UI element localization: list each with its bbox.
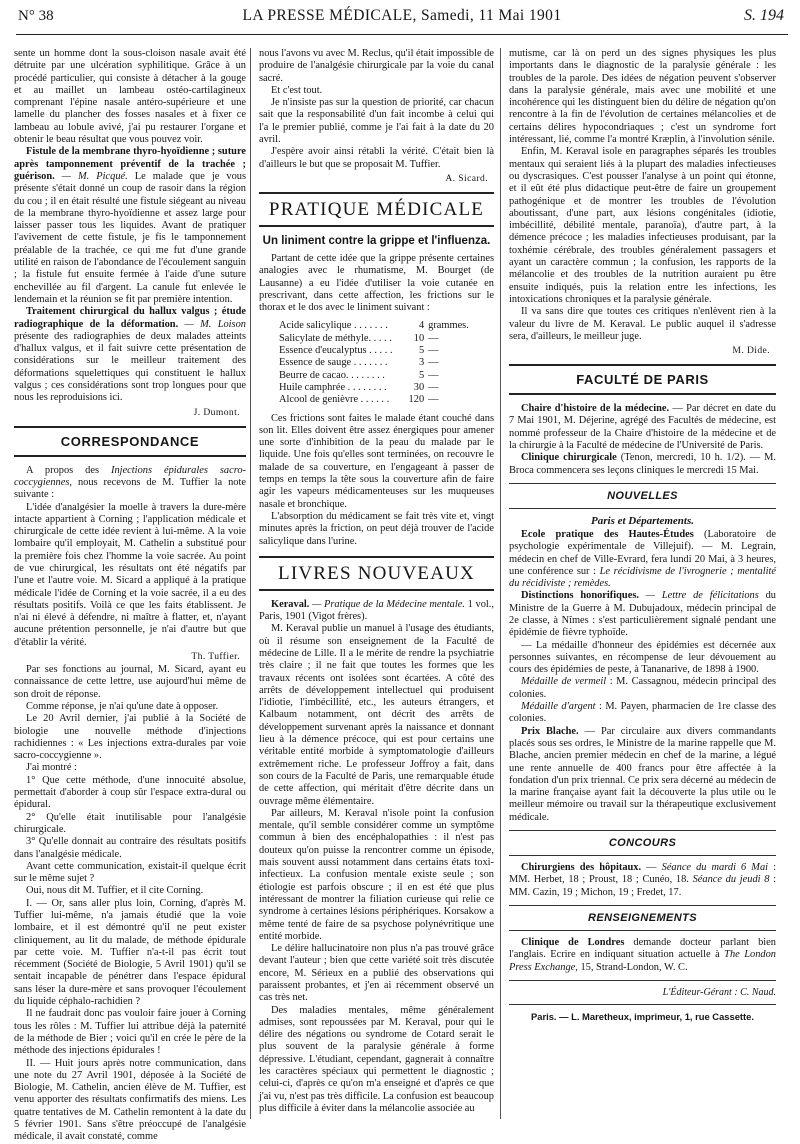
divider <box>509 980 776 981</box>
section-header-pratique-medicale <box>259 192 494 227</box>
book-ref: 1 vol., Paris, 1901 (Vigot frères). <box>259 598 494 623</box>
paragraph: 1° Que cette méthode, d'une innocuité absolue, permettait d'aborder à coup sûr l'espace extra-dural ou épidural. <box>14 774 246 811</box>
section-title: PRATIQUE MÉDICALE <box>268 198 485 220</box>
signature: Th. Tuffier. <box>191 651 240 663</box>
paragraph: Partant de cette idée que la grippe présente certaines analogies avec le rhumatisme, M. Bourget (de Lausanne) a eu l'idée d'utiliser la voie cutanée en prescrivant, dans cette affection, les frictions sur le thorax et le dos avec le liniment suivant : <box>259 252 494 314</box>
body-text: (Tenon, mercredi, 10 h. 1/2). — M. Broca commencera ses leçons cliniques le mercredi 15 Mai. <box>509 452 776 476</box>
recipe-table <box>277 320 471 406</box>
ingredient-unit: — <box>428 332 439 344</box>
paragraph: sente un homme dont la sous-cloison nasale avait été détruite par une ulcération syphilitique. Grâce à un procédé particulier, qui consiste à détacher à la gouge et au maillet un lambeau ostéo-cartilagineux comprenant l'épine nasale antéro-supérieure et une lamelle du plancher des fosses nasales et à fixer ce lambeau au lobule avivé, j'ai pu restaurer l'organe et obtenir le beau résultat que vous pouvez voir. <box>14 48 246 146</box>
paragraph <box>14 146 246 306</box>
section-title: CONCOURS <box>608 837 677 850</box>
ingredient-quantity: 10 <box>413 332 425 344</box>
paragraph: I. — Or, sans aller plus loin, Corning, d'après M. Tuffier lui-même, n'a jamais étudié que la voie lombaire, et il est démontré qu'il ne peut exister cliniquement, au lit du malade, de méthode épidurale par cette voie. M. Tuffier n'a-t-il pas écrit tout récemment (Société de Biologie, 5 Avril 1901) qu'il se sentait incapable de pénétrer dans l'espace épidural sans léser la dure-mère et sans provoquer l'écoulement du liquide céphalo-rachidien ? <box>14 897 246 1008</box>
paragraph: J'ai montré : <box>26 762 77 774</box>
body-text: : M. Cassagnou, médecin principal des colonies. <box>509 676 776 700</box>
body-text: — Par décret en date du 7 Mai 1901, M. Déjerine, agrégé des Facultés de médecine, est nommé professeur de la Chaire d'histoire de la médecine et de la chirurgie à la Faculté de médecine de l'Université de Paris. <box>509 403 776 452</box>
paragraph: Par ailleurs, M. Keraval n'isole point la confusion mentale, qu'il semble considérer comme un symptôme commun à bien des encéphalopathies : il n'est pas douteux qu'on puisse la rencontrer comme un épisode, mais souvent aussi notamment dans certains états toxi-infectieux. La confusion mentale existe seule ; son étiologie est parfois obscure ; il en est été que plus intéressant de montrer la filiation curieuse qui relie ce syndrome à certaines lésions périphériques. Korsakow a même tenté de faire de sa psychose polynévritique une entité morbide. <box>259 807 494 942</box>
article-title: Traitement chirurgical du hallux valgus ; étude radiographique de la déformation. <box>14 306 246 330</box>
book-author: Keraval. <box>271 598 310 610</box>
paragraph: Avant cette communication, existait-il quelque écrit sur le même sujet ? <box>14 860 246 885</box>
paragraph <box>509 403 776 452</box>
ingredient-name: Essence de sauge . . . . . . . <box>279 357 388 369</box>
ingredient-unit: grammes. <box>428 320 469 332</box>
ingredient-unit: — <box>428 381 439 393</box>
paragraph: II. — Huit jours après notre communication, dans une note du 27 Avril 1901, déposée à la Société de Biologie, M. Cathelin, ancien élève de M. Tuffier, est venu apporter des résultats confirmatifs des miens. Les quatre tentatives de M. Cathelin remontent à la date du 5 février 1901. Sans s'être préoccupé de l'analgésie médicale, il avait constaté, comme <box>14 1057 246 1143</box>
ingredient-unit: — <box>428 394 439 406</box>
ingredient-quantity: 120 <box>408 394 425 406</box>
recipe-row <box>277 394 471 406</box>
item-title: Distinctions honorifiques. <box>521 590 639 602</box>
section-header-livres-nouveaux <box>259 556 494 591</box>
ingredient-name: Essence d'eucalyptus . . . . . <box>279 345 393 357</box>
ingredient-name: Salicylate de méthyle. . . . . <box>279 332 392 344</box>
paragraph <box>14 465 246 502</box>
divider <box>509 483 776 484</box>
paragraph: L'idée d'analgésier la moelle à travers la dure-mère intacte appartient à Corning ; l'application médicale et chirurgicale de cette idée revient à lui-même. A la voie lombaire qu'il employait, M. Cathelin a substitué pour la première fois chez l'homme la voie sacrée. Au point de vue chirurgical, les résultats ont été négatifs par l'une et l'autre voie. M. Sicard a appliqué à la pratique médicale l'idée de Corning et la voie sacrée, il a eu des résultats positifs. Voilà ce que les faits établissent. Je n'ai ni élevé à défendre, ni maître à flatter, et, n'ayant aucune prétention personnelle, je n'ai d'autre but que d'établir la vérité. <box>14 501 246 648</box>
section-title: LIVRES NOUVEAUX <box>278 562 475 584</box>
paragraph: mutisme, car là on perd un des signes physiques les plus importants dans le diagnostic de la paralysie générale : les troubles de la parole. Des idées de négation peuvent s'observer dans la paralysie générale, mais avec une mobilité et une incohérence qui les distinguent bien du délire de négation qu'on rencontre à la fin de l'évolution de certaines mélancolies et de certains délires hypocondriaques ; c'est un syndrome fort intéressant, lié, comme l'a montré Kræplin, à l'involution sénile. <box>509 48 776 146</box>
ingredient-unit: — <box>428 357 439 369</box>
section-title: NOUVELLES <box>607 489 678 502</box>
divider <box>509 830 776 831</box>
book-title: — Pratique de la Médecine mentale. <box>309 598 465 610</box>
issue-number: N° 38 <box>18 8 54 24</box>
italic-text: Séance du jeudi 8 <box>692 874 770 886</box>
body-text: — <box>641 862 662 874</box>
item-title: Ecole pratique des Hautes-Études <box>521 528 694 540</box>
ingredient-quantity: 3 <box>418 357 425 369</box>
ingredient-name: Huile camphrée . . . . . . . . <box>279 381 387 393</box>
topic-italic: Injections épidurales sacro-coccygiennes, <box>14 464 247 488</box>
recipe-row <box>277 382 471 394</box>
section-title: FACULTÉ DE PARIS <box>576 372 709 388</box>
paragraph: M. Keraval publie un manuel à l'usage des étudiants, où il résume son enseignement de la Faculté de médecine de Lille. Il a le mérite de rendre la psychiatrie très claire ; il ne fait que toutes les formes que les travaux récents ont isolées sont écartées. A côté des arrêts de développement intellectuel qui produisent l'idiotie, l'imbécillité, etc., les auteurs étrangers, et Kalbaum notamment, ont décrit des arrêts de développement survenant après la naissance et donnant lieu à la démence précoce, qui est pour certains une véritable entité morbide à symptomatologie d'ailleurs extrêmement riche. Le professeur Joffroy a fait, dans son cours de la Faculté de Paris, une remarquable étude de cette affection, qui méritait d'être décrite dans un ouvrage même élémentaire. <box>259 623 494 807</box>
body-text: — Par circulaire aux divers commandants placés sous ses ordres, le Ministre de la marine rappelle que M. Blache, ancien premier médecin en chef de la marine, a légué une rente annuelle de 400 francs pour être affectée à la fondation d'un prix triennal. Ce prix sera décerné au médecin de la marine française ayant fait la découverte la plus utile ou le meilleur mémoire ou travail sur la thérapeutique exclusivement médicale. <box>509 725 776 823</box>
paragraph: J'espère avoir ainsi rétabli la vérité. C'était bien là d'ailleurs le but que se proposait M. Tuffier. <box>259 146 494 170</box>
column-3 <box>500 48 780 1119</box>
signature: A. Sicard. <box>445 172 488 184</box>
paragraph: Il va sans dire que toutes ces critiques n'enlèvent rien à la valeur du livre de M. Keraval. Le public auquel il s'adresse sera, d'ailleurs, le meilleur juge. <box>509 306 776 342</box>
item-title: Clinique chirurgicale <box>521 452 617 464</box>
ingredient-quantity: 4 <box>418 320 425 332</box>
columns <box>14 48 790 1143</box>
paragraph <box>14 306 246 404</box>
ingredient-quantity: 5 <box>418 369 425 381</box>
paragraph: — La médaille d'honneur des épidémies est décernée aux personnes suivantes, en récompense de leur dévouement au cours des épidémies de peste, à Tananarive, de 1898 à 1900. <box>509 639 776 676</box>
recipe-row <box>277 320 471 332</box>
paragraph <box>509 862 776 899</box>
paragraph <box>509 452 776 477</box>
italic-text: Séance du mardi 6 Mai <box>661 862 769 874</box>
paragraph: Je n'insiste pas sur la question de priorité, car chacun sait que la responsabilité d'un fait incombe à celui qui l'a le premier publié, comme je l'ai fait à la date du 20 avril. <box>259 97 494 146</box>
divider <box>509 508 776 509</box>
paragraph: Par ses fonctions au journal, M. Sicard, ayant eu connaissance de cette lettre, use aujourd'hui même de son droit de réponse. <box>14 664 246 700</box>
paragraph <box>509 937 776 974</box>
paragraph: 2° Qu'elle était inutilisable pour l'analgésie chirurgicale. <box>14 811 246 835</box>
paragraph <box>509 529 776 590</box>
body-text: nous recevons de M. Tuffier la note suivante : <box>14 476 246 501</box>
editor-credit: L'Éditeur-Gérant : C. Naud. <box>662 986 776 998</box>
italic-text: The London Press Exchange <box>509 949 776 973</box>
body-text: , 15, Strand-London, W. C. <box>575 961 688 973</box>
recipe-row <box>277 345 471 357</box>
body-text: du Ministre de la Guerre à M. Dubujadoux, médecin principal de 2e classe, à Nîmes : s'est particulièrement signalé pendant une épidémie de fièvre typhoïde. <box>509 590 776 639</box>
paragraph: Et c'est tout. <box>271 84 323 96</box>
paragraph: 3° Qu'elle donnait au contraire des résultats positifs dans l'analgésie médicale. <box>14 836 246 860</box>
item-title: Chaire d'histoire de la médecine. <box>521 403 670 415</box>
section-header-faculte <box>509 364 776 395</box>
item-title: Chirurgiens des hôpitaux. <box>521 862 642 874</box>
divider <box>509 1004 776 1005</box>
recipe-row <box>277 357 471 369</box>
paragraph <box>509 701 776 726</box>
author: — M. Loison <box>178 318 246 330</box>
paragraph: Oui, nous dit M. Tuffier, et il cite Corning. <box>26 885 204 897</box>
italic-text: Médaille de vermeil <box>521 676 607 688</box>
paragraph: Comme réponse, je n'ai qu'une date à opposer. <box>26 700 219 712</box>
signature: M. Dide. <box>732 345 770 357</box>
journal-title: LA PRESSE MÉDICALE, Samedi, 11 Mai 1901 <box>242 7 562 24</box>
paragraph: L'absorption du médicament se fait très vite et, vingt minutes après la friction, on peut déjà trouver de l'acide salicylique dans l'urine. <box>259 510 494 547</box>
divider <box>509 930 776 931</box>
paragraph <box>509 726 776 824</box>
section-title: CORRESPONDANCE <box>60 433 200 449</box>
italic-text: — Lettre de félicitations <box>638 590 759 602</box>
item-title: Clinique de Londres <box>521 936 625 948</box>
paragraph <box>509 590 776 639</box>
section-header-correspondance <box>14 426 246 457</box>
paragraph <box>509 676 776 701</box>
paragraph: nous l'avons vu avec M. Reclus, qu'il était impossible de produire de l'analgésie chirurgicale par la voie du canal sacré. <box>259 48 494 84</box>
ingredient-name: Alcool de genièvre . . . . . . <box>279 394 390 406</box>
signature: J. Dumont. <box>193 406 240 418</box>
column-2 <box>250 48 500 1119</box>
author: — M. Picqué. <box>54 170 128 182</box>
section-title-nouvelles <box>509 490 776 502</box>
paragraph: Ces frictions sont faites le malade étant couché dans son lit. Elles doivent être assez énergiques pour amener une sorte d'inhibition de la peau du malade par le liquide. Une fois qu'elles sont terminées, on recouvre le malade de sa couverture, en l'engageant à passer de temps en temps la tête sous la couverture afin de faire agir les vapeurs médicamenteuses sur les muqueuses nasale et bronchique. <box>259 412 494 510</box>
recipe-row <box>277 333 471 345</box>
page-number: S. 194 <box>744 7 784 24</box>
ingredient-unit: — <box>428 369 439 381</box>
subsection-title: Paris et Départements. <box>591 514 694 527</box>
paragraph: Le 20 Avril dernier, j'ai publié à la Société de biologie une nouvelle méthode d'injections rachidiennes : « Les injections extra-durales par voie sacro-coccygienne ». <box>14 713 246 762</box>
ingredient-unit: — <box>428 345 439 357</box>
body-text: Le malade que je vous présente s'était donné un coup de rasoir dans la région du cou ; il en était résulté une fistule siégeant au niveau de la membrane thyro-hyoïdienne et assez large pour laisser passer tous les liquides. Avant de pratiquer l'avivement de cette fistule, je fis le tamponnement préalable de la trachée, ce qui me fut d'une grande utilité en raison de l'abondance de l'écoulement sanguin ; la fistule fut ensuite fermée à l'aide d'une suture enchevillée au fil d'argent. La canule fut enlevée le lendemain et la réunion se fit par première intention. <box>14 170 247 305</box>
printer-credit: Paris. — L. Maretheux, imprimeur, 1, rue Cassette. <box>531 1010 754 1022</box>
paragraph: Enfin, M. Keraval isole en paragraphes séparés les troubles mentaux qui seraient liés à la plupart des maladies infectieuses ou dyscrasiques. C'est pousser l'analyse à un point qui étonne, et il eût été plus didactique peut-être de faire un groupement pathogénique et de montrer les troubles de l'évolution aboutissant, d'une part, aux lésions congénitales (idiotie, imbécillité, débilité mentale, paranoïa), d'autre part, à la démence précoce ; les maladies infectieuses produisant, par la toxhémie cérébrale, des troubles généralement passagers et ayant un caractère commun ; la confusion, les rapports de la mélancolie et des troubles de la nutrition auraient pu être ensuite indiqués, puis la relation entre les infections, les intoxications chroniques et la paralysie générale. <box>509 146 776 305</box>
divider <box>509 905 776 906</box>
section-title-concours <box>509 837 776 849</box>
body-text: : MM. Herbet, 18 ; Proust, 18 ; Cunéo, 18. <box>509 862 776 886</box>
paragraph: Il ne faudrait donc pas vouloir faire jouer à Corning tous les rôles : M. Tuffier lui attribue déjà la paternité de la méthode de Bier ; voici qu'il en crée le père de la méthode des injections épidurales ! <box>14 1008 246 1057</box>
body-text: A propos des <box>26 464 112 476</box>
divider <box>509 855 776 856</box>
ingredient-quantity: 5 <box>418 345 425 357</box>
article-subtitle: Un liniment contre la grippe et l'influenza. <box>262 234 491 247</box>
paragraph: Le délire hallucinatoire non plus n'a pas trouvé grâce devant l'auteur ; bien que cette variété soit très discutée encore, M. Sérieux en a publié des observations qui paraissent probantes, et j'en ai récemment observé un cas très net. <box>259 943 494 1004</box>
section-title: RENSEIGNEMENTS <box>588 911 697 924</box>
lecture-title: Le récidivisme de l'ivrognerie ; mentalité du récidiviste ; remèdes. <box>509 565 776 590</box>
ingredient-name: Acide salicylique . . . . . . . <box>279 320 388 332</box>
body-text: : MM. Cazin, 19 ; Michon, 19 ; Fredet, 17. <box>509 874 776 898</box>
body-text: demande docteur parlant bien l'anglais. Ecrire en indiquant situation actuelle à <box>509 936 776 961</box>
body-text: (Laboratoire de psychologie expérimentale de Villejuif). — M. Legrain, médecin en chef de Ville-Evrard, fera lundi 20 Mai, à 3 heures, une conférence sur : <box>509 528 776 577</box>
column-1 <box>14 48 250 1143</box>
item-title: Prix Blache. <box>521 725 579 737</box>
recipe-row <box>277 370 471 382</box>
body-text: : M. Payen, pharmacien de 1re classe des colonies. <box>509 701 776 725</box>
section-title-renseignements <box>509 912 776 924</box>
page-header <box>16 0 788 35</box>
article-title: Fistule de la membrane thyro-hyoïdienne ; suture après tamponnement préventif de la trachée ; guérison. <box>14 146 246 182</box>
paragraph <box>259 599 494 624</box>
ingredient-name: Beurre de cacao. . . . . . . . <box>279 369 385 381</box>
paragraph: Des maladies mentales, même généralement admises, sont repoussées par M. Keraval, pour qui le délire des négations ou syndrome de Cotard serait le plus souvent de la paralysie générale à forme dépressive. L'étudiant, cependant, gagnerait à connaître les caractères spéciaux qui permettent le diagnostic ; celui-ci, d'après ce qu'on m'a enseigné et d'après ce que j'ai vu, n'est pas très difficile. La confusion est beaucoup plus difficile à éviter dans la mélancolie associée au <box>259 1004 494 1114</box>
ingredient-quantity: 30 <box>413 381 425 393</box>
body-text: présente des radiographies de deux malades atteints d'hallux valgus, et il fait suivre cette présentation de considérations sur le meilleur traitement des déformations squelettiques qui constituent le hallux valgus ; ces considérations sont trop longues pour que nous les reproduisions ici. <box>14 330 246 404</box>
italic-text: Médaille d'argent <box>521 701 596 713</box>
